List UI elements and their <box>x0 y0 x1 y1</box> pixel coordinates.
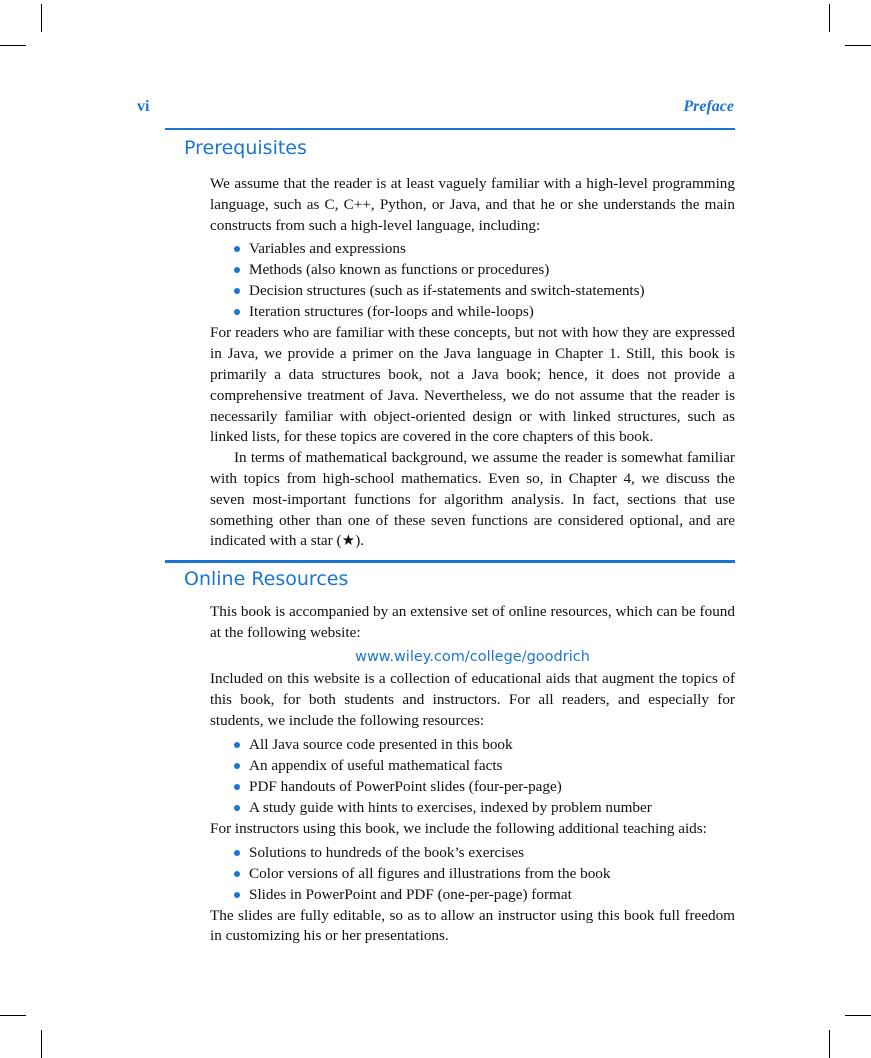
crop-mark <box>41 4 42 32</box>
bullet-icon <box>234 871 240 877</box>
paragraph: This book is accompanied by an extensive set of online resources, which can be found at the following website: <box>210 603 735 641</box>
list-item <box>210 734 735 755</box>
crop-mark <box>41 1030 42 1058</box>
crop-mark <box>829 1030 830 1058</box>
online-resources-body <box>210 602 735 947</box>
list-item <box>210 280 735 301</box>
bullet-icon <box>234 742 240 748</box>
paragraph: In terms of mathematical background, we assume the reader is somewhat familiar with topics from high-school mathematics. Even so, in Chapter 4, we discuss the seven most-important functions for algorithm analysis. In fact, sections that use something other than one of these seven functions are considered optional, and are indicated with a star (★). <box>210 449 735 550</box>
crop-mark <box>845 45 871 46</box>
bullet-list <box>210 238 735 322</box>
page-number: vi <box>137 98 150 115</box>
list-item-text: Color versions of all figures and illustrations from the book <box>249 864 611 882</box>
crop-mark <box>0 1015 26 1016</box>
crop-mark <box>0 45 26 46</box>
list-item <box>210 259 735 280</box>
crop-mark <box>829 4 830 32</box>
list-item-text: Slides in PowerPoint and PDF (one-per-page) format <box>249 885 572 903</box>
bullet-icon <box>234 763 240 769</box>
paragraph: We assume that the reader is at least vaguely familiar with a high-level programming language, such as C, C++, Python, or Java, and that he or she understands the main constructs from such a high-level language, including: <box>210 175 735 234</box>
bullet-icon <box>234 288 240 294</box>
list-item <box>210 797 735 818</box>
paragraph: The slides are fully editable, so as to allow an instructor using this book full freedom in customizing his or her presentations. <box>210 906 735 945</box>
paragraph: For readers who are familiar with these concepts, but not with how they are expressed in Java, we provide a primer on the Java language in Chapter 1. Still, this book is primarily a data structures book, not a Java book; hence, it does not provide a comprehensive treatment of Java. Nevertheless, we do not assume that the reader is necessarily familiar with object-oriented design or with linked structures, such as linked lists, for these topics are covered in the core chapters of this book. <box>210 324 735 446</box>
bullet-icon <box>234 267 240 273</box>
list-item-text: A study guide with hints to exercises, indexed by problem number <box>249 798 652 816</box>
section-rule <box>165 560 735 563</box>
bullet-icon <box>234 805 240 811</box>
list-item-text: All Java source code presented in this book <box>249 735 513 753</box>
list-item <box>210 301 735 322</box>
list-item <box>210 863 735 884</box>
list-item-text: Solutions to hundreds of the book’s exercises <box>249 843 525 861</box>
paragraph: For instructors using this book, we include the following additional teaching aids: <box>210 819 707 837</box>
list-item-text: Variables and expressions <box>249 240 406 258</box>
prerequisites-body <box>210 174 735 552</box>
list-item-text: Iteration structures (for-loops and while-loops) <box>249 303 534 321</box>
running-header-title: Preface <box>683 98 734 115</box>
bullet-icon <box>234 246 240 252</box>
website-link[interactable]: www.wiley.com/college/goodrich <box>355 648 590 665</box>
section-title-online-resources: Online Resources <box>184 568 349 590</box>
list-item-text: An appendix of useful mathematical facts <box>249 756 503 774</box>
bullet-icon <box>234 784 240 790</box>
list-item-text: PDF handouts of PowerPoint slides (four-per-page) <box>249 777 562 795</box>
bullet-icon <box>234 892 240 898</box>
section-rule <box>165 128 735 130</box>
list-item-text: Decision structures (such as if-statements and switch-statements) <box>249 282 645 300</box>
crop-mark <box>845 1015 871 1016</box>
paragraph: Included on this website is a collection of educational aids that augment the topics of this book, for both students and instructors. For all readers, and especially for students, we include the following resources: <box>210 670 735 729</box>
list-item <box>210 776 735 797</box>
list-item <box>210 755 735 776</box>
bullet-list <box>210 734 735 818</box>
list-item <box>210 842 735 863</box>
bullet-icon <box>234 309 240 315</box>
list-item-text: Methods (also known as functions or procedures) <box>249 261 550 279</box>
list-item <box>210 238 735 259</box>
list-item <box>210 884 735 905</box>
bullet-list <box>210 842 735 905</box>
bullet-icon <box>234 850 240 856</box>
section-title-prerequisites: Prerequisites <box>184 137 307 159</box>
